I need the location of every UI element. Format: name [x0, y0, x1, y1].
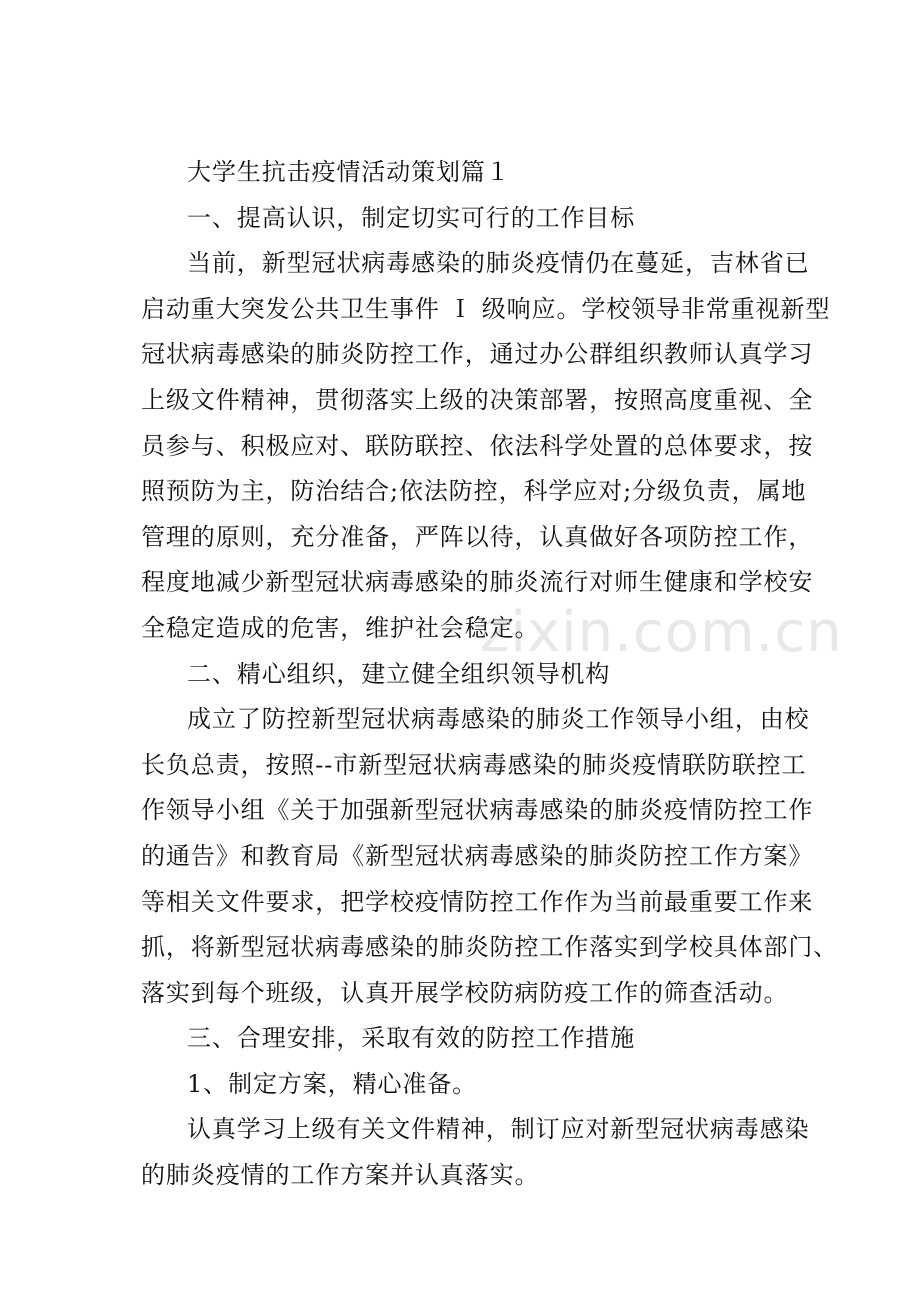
text-line: 的肺炎疫情的工作方案并认真落实。	[141, 1161, 540, 1190]
text-line: 大学生抗击疫情活动策划篇１	[187, 158, 511, 186]
document-body	[141, 150, 839, 1199]
text-line: 认真学习上级有关文件精神，制订应对新型冠状病毒感染	[187, 1115, 810, 1144]
text-line: 全稳定造成的危害，维护社会稳定。	[141, 613, 540, 642]
watermark: zixin.com.cn	[480, 600, 843, 665]
text-line: 长负总责，按照--市新型冠状病毒感染的肺炎疫情联防联控工	[141, 750, 807, 779]
text-line: 一、提高认识，制定切实可行的工作目标	[187, 203, 636, 232]
text-line: 当前，新型冠状病毒感染的肺炎疫情仍在蔓延，吉林省已	[187, 249, 810, 278]
text-line: 冠状病毒感染的肺炎防控工作，通过办公群组织教师认真学习	[141, 340, 814, 369]
text-line: 二、精心组织，建立健全组织领导机构	[187, 659, 611, 688]
text-line: 照预防为主，防治结合;依法防控，科学应对;分级负责，属地	[141, 477, 807, 506]
text-line: 抓，将新型冠状病毒感染的肺炎防控工作落实到学校具体部门、	[141, 933, 839, 962]
text-line: 等相关文件要求，把学校疫情防控工作作为当前最重要工作来	[141, 887, 814, 916]
text-line: 三、合理安排，采取有效的防控工作措施	[187, 1024, 636, 1053]
text-line: 作领导小组《关于加强新型冠状病毒感染的肺炎疫情防控工作	[141, 796, 814, 825]
text-line: 落实到每个班级，认真开展学校防病防疫工作的筛查活动。	[141, 978, 789, 1007]
text-line: 管理的原则，充分准备，严阵以待，认真做好各项防控工作，	[141, 522, 814, 551]
text-line: 1、制定方案，精心准备。	[187, 1069, 478, 1098]
text-line: 成立了防控新型冠状病毒感染的肺炎工作领导小组，由校	[187, 705, 810, 734]
text-line: 上级文件精神，贯彻落实上级的决策部署，按照高度重视、全	[141, 385, 814, 414]
text-line: 的通告》和教育局《新型冠状病毒感染的肺炎防控工作方案》	[141, 841, 814, 870]
text-line: 员参与、积极应对、联防联控、依法科学处置的总体要求，按	[141, 431, 814, 460]
text-line: 程度地减少新型冠状病毒感染的肺炎流行对师生健康和学校安	[141, 568, 814, 597]
text-line: 启动重大突发公共卫生事件 Ｉ 级响应。学校领导非常重视新型	[141, 294, 831, 323]
